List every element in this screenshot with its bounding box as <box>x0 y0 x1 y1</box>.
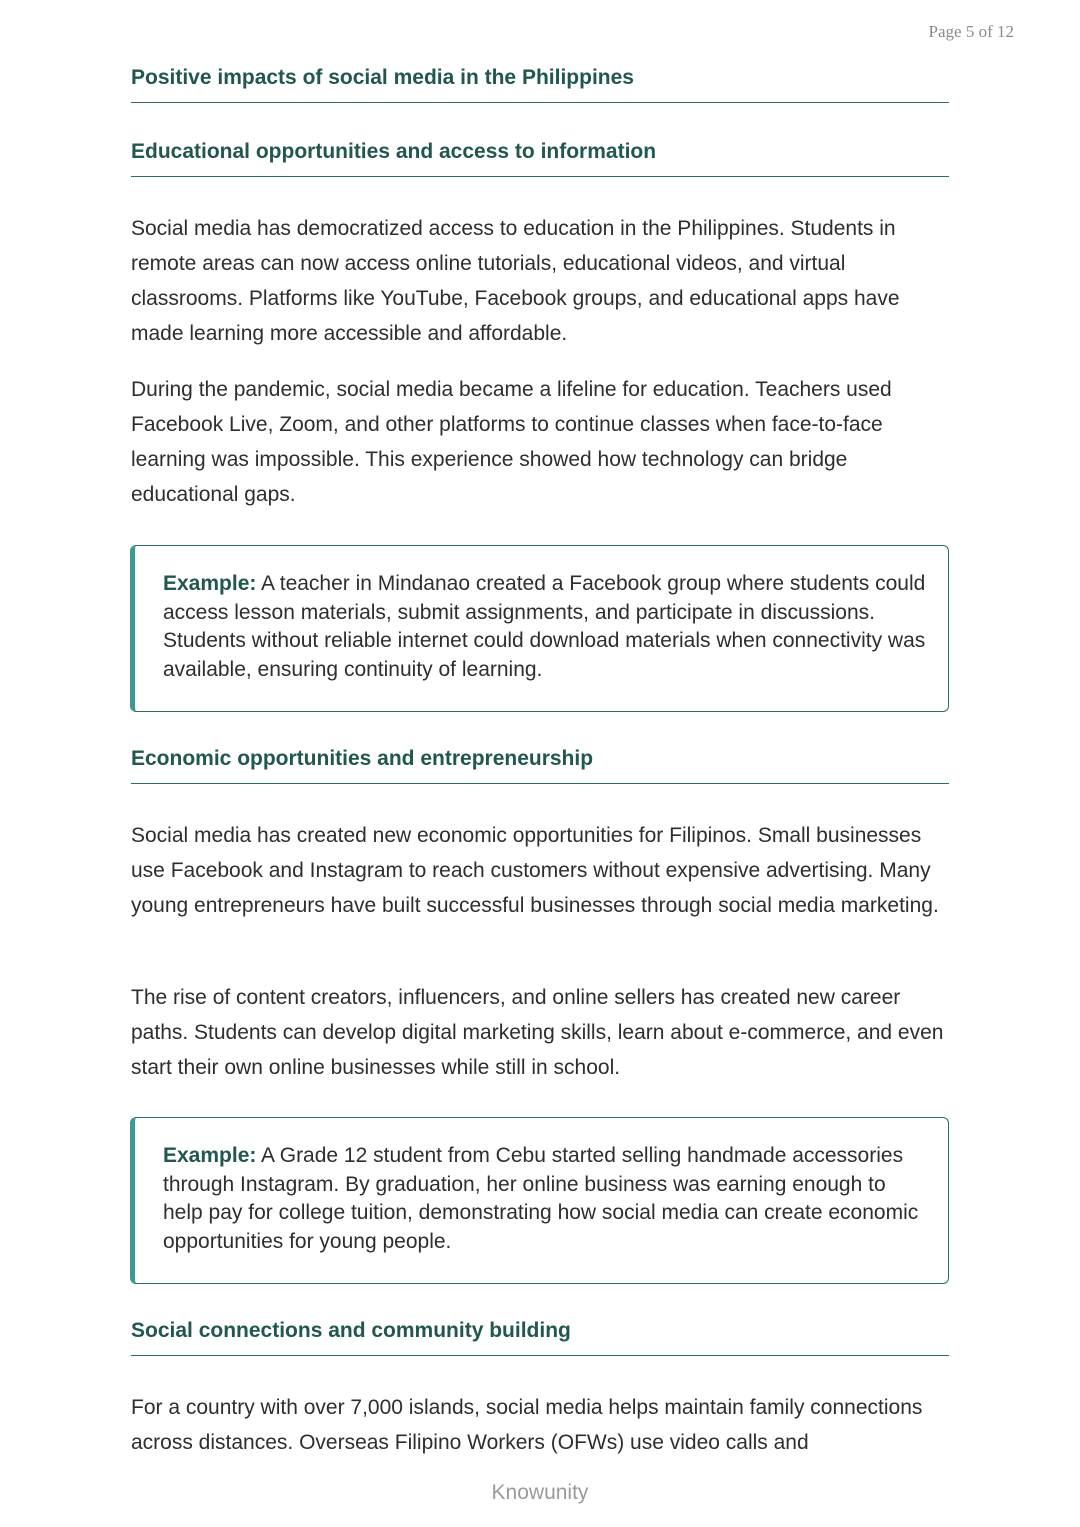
paragraph-education-2: During the pandemic, social media became a lifeline for education. Teachers used Facebook Live, Zoom, and other platforms to continue classes when face-to-face learning was impossible. This experience showed how technology can bridge educational gaps. <box>131 378 892 506</box>
example-text <box>163 1142 928 1256</box>
example-body: A Grade 12 student from Cebu started selling handmade accessories through Instagram. By graduation, her online business was earning enough to help pay for college tuition, demonstrating how social media can create economic opportunities for young people. <box>163 1144 919 1253</box>
paragraph-economic-1: Social media has created new economic opportunities for Filipinos. Small businesses use Facebook and Instagram to reach customers without expensive advertising. Many young entrepreneurs have built successful businesses through social media marketing. <box>131 824 939 917</box>
example-text <box>163 570 928 684</box>
section-heading-economic: Economic opportunities and entrepreneurship <box>131 747 949 784</box>
paragraph-economic-2: The rise of content creators, influencers, and online sellers has created new career paths. Students can develop digital marketing skills, learn about e-commerce, and even start their own online businesses while still in school. <box>131 986 944 1079</box>
page-indicator: Page 5 of 12 <box>928 22 1014 41</box>
example-body: A teacher in Mindanao created a Facebook group where students could access lesson materials, submit assignments, and participate in discussions. Students without reliable internet could download materials when connectivity was available, ensuring continuity of learning. <box>163 572 926 681</box>
example-label: Example: <box>163 1144 257 1167</box>
main-heading: Positive impacts of social media in the Philippines <box>131 66 949 103</box>
example-callout-economic <box>130 1117 949 1284</box>
paragraph-education-1: Social media has democratized access to education in the Philippines. Students in remote areas can now access online tutorials, educational videos, and virtual classrooms. Platforms like YouTube, Facebook groups, and educational apps have made learning more accessible and affordable. <box>131 217 900 345</box>
example-callout-education <box>130 545 949 712</box>
section-heading-education: Educational opportunities and access to information <box>131 140 949 177</box>
section-heading-social: Social connections and community building <box>131 1319 949 1356</box>
paragraph-social-1: For a country with over 7,000 islands, social media helps maintain family connections across distances. Overseas Filipino Workers (OFWs) use video calls and <box>131 1396 923 1454</box>
footer-brand: Knowunity <box>491 1481 589 1504</box>
example-label: Example: <box>163 572 257 595</box>
